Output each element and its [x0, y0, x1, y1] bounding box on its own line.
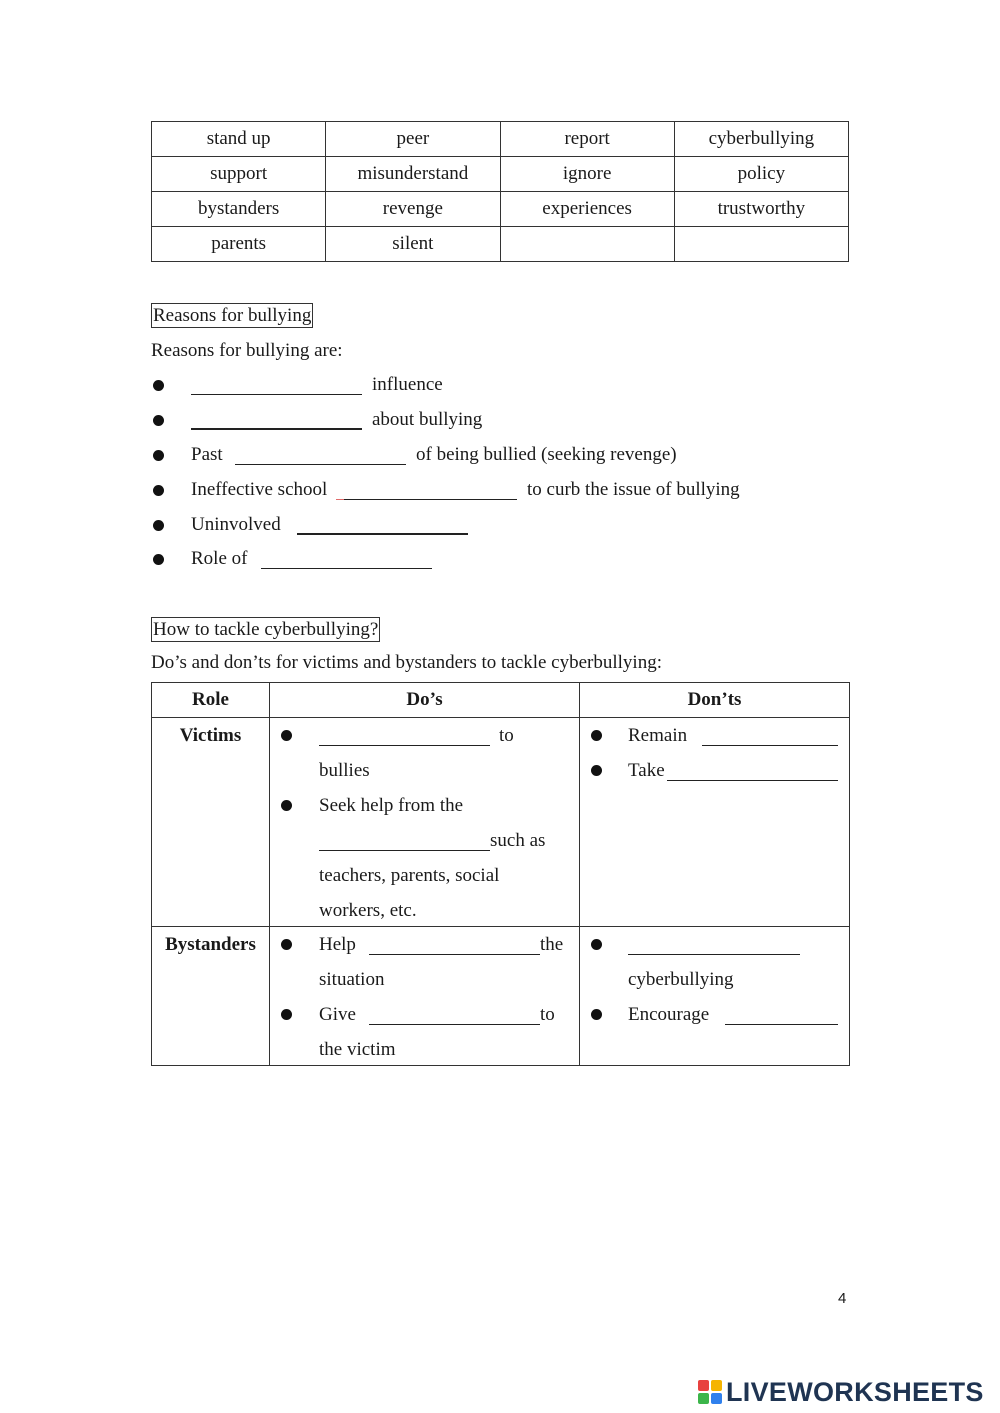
dos-cell — [270, 718, 580, 927]
word-bank-cell: parents — [152, 227, 326, 262]
cell-text: Give — [319, 1004, 356, 1025]
answer-blank[interactable] — [191, 428, 362, 430]
role-bystanders: Bystanders — [165, 934, 256, 955]
table-row — [152, 157, 849, 192]
cell-text: such as — [490, 830, 546, 851]
list-item — [151, 408, 851, 438]
bullet-icon — [153, 450, 164, 461]
answer-blank[interactable] — [297, 533, 468, 535]
liveworksheets-logo — [698, 1375, 984, 1409]
cell-text: cyberbullying — [628, 969, 734, 990]
word-bank-cell: peer — [326, 122, 500, 157]
bullet-icon — [281, 800, 292, 811]
item-text: to curb the issue of bullying — [527, 479, 740, 500]
cell-text: the victim — [319, 1039, 396, 1060]
column-header-donts: Don’ts — [580, 683, 850, 718]
cell-text: Encourage — [628, 1004, 710, 1025]
table-row — [152, 927, 850, 1066]
spell-mark — [336, 499, 344, 500]
answer-blank[interactable] — [319, 745, 490, 746]
donts-cell — [580, 927, 850, 1066]
tackle-intro: Do’s and don’ts for victims and bystanders to tackle cyberbullying: — [151, 652, 662, 673]
cell-text: to — [499, 725, 514, 746]
answer-blank[interactable] — [667, 780, 838, 781]
word-bank-cell: trustworthy — [674, 192, 848, 227]
word-bank-cell: misunderstand — [326, 157, 500, 192]
table-row — [152, 192, 849, 227]
cell-text: situation — [319, 969, 385, 990]
word-bank-cell: experiences — [500, 192, 674, 227]
word-bank-cell: ignore — [500, 157, 674, 192]
cell-text: the — [540, 934, 564, 955]
answer-blank[interactable] — [319, 850, 490, 851]
bullet-icon — [591, 1009, 602, 1020]
item-text: about bullying — [372, 409, 483, 430]
answer-blank[interactable] — [344, 499, 517, 500]
logo-icon — [698, 1380, 722, 1404]
cell-text: Take — [628, 760, 665, 781]
table-row — [152, 122, 849, 157]
answer-blank[interactable] — [725, 1024, 838, 1025]
item-text: Past — [191, 444, 223, 465]
word-bank-cell: cyberbullying — [674, 122, 848, 157]
column-header-role: Role — [152, 683, 270, 718]
dos-cell — [270, 927, 580, 1066]
cell-text: workers, etc. — [319, 900, 417, 921]
donts-cell — [580, 718, 850, 927]
reasons-intro: Reasons for bullying are: — [151, 340, 343, 361]
word-bank-cell: stand up — [152, 122, 326, 157]
bullet-icon — [153, 485, 164, 496]
bullet-icon — [281, 730, 292, 741]
item-text: Ineffective school — [191, 479, 328, 500]
answer-blank[interactable] — [369, 1024, 540, 1025]
dos-donts-table — [151, 682, 850, 1066]
bullet-icon — [591, 730, 602, 741]
item-text: of being bullied (seeking revenge) — [416, 444, 677, 465]
answer-blank[interactable] — [261, 568, 432, 569]
list-item — [151, 547, 851, 577]
brand-name: LIVEWORKSHEETS — [726, 1376, 984, 1407]
answer-blank[interactable] — [628, 954, 800, 955]
tackle-heading: How to tackle cyberbullying? — [153, 619, 379, 640]
item-text: Role of — [191, 548, 248, 569]
word-bank-cell: policy — [674, 157, 848, 192]
page-number: 4 — [838, 1290, 847, 1307]
answer-blank[interactable] — [369, 954, 540, 955]
cell-text: Remain — [628, 725, 688, 746]
list-item — [151, 513, 851, 543]
list-item — [151, 373, 851, 403]
word-bank-cell: bystanders — [152, 192, 326, 227]
reasons-heading: Reasons for bullying — [153, 305, 312, 326]
bullet-icon — [153, 520, 164, 531]
word-bank-table — [151, 121, 849, 262]
cell-text: Help — [319, 934, 356, 955]
answer-blank[interactable] — [235, 464, 406, 465]
word-bank-cell: report — [500, 122, 674, 157]
item-text: influence — [372, 374, 443, 395]
list-item — [151, 478, 851, 508]
word-bank-cell: silent — [326, 227, 500, 262]
word-bank-cell: support — [152, 157, 326, 192]
bullet-icon — [591, 939, 602, 950]
bullet-icon — [153, 380, 164, 391]
table-header-row — [152, 683, 850, 718]
answer-blank[interactable] — [191, 394, 362, 395]
bullet-icon — [153, 415, 164, 426]
word-bank-cell — [500, 227, 674, 262]
table-row — [152, 227, 849, 262]
table-row — [152, 718, 850, 927]
bullet-icon — [591, 765, 602, 776]
bullet-icon — [281, 1009, 292, 1020]
cell-text: to — [540, 1004, 555, 1025]
word-bank-cell: revenge — [326, 192, 500, 227]
bullet-icon — [153, 554, 164, 565]
word-bank-cell — [674, 227, 848, 262]
item-text: Uninvolved — [191, 514, 281, 535]
answer-blank[interactable] — [702, 745, 838, 746]
cell-text: Seek help from the — [319, 795, 464, 816]
column-header-dos: Do’s — [270, 683, 580, 718]
cell-text: bullies — [319, 760, 370, 781]
cell-text: teachers, parents, social — [319, 865, 500, 886]
bullet-icon — [281, 939, 292, 950]
role-cell — [152, 927, 270, 1066]
list-item — [151, 443, 851, 473]
role-victims: Victims — [179, 725, 242, 746]
role-cell — [152, 718, 270, 927]
